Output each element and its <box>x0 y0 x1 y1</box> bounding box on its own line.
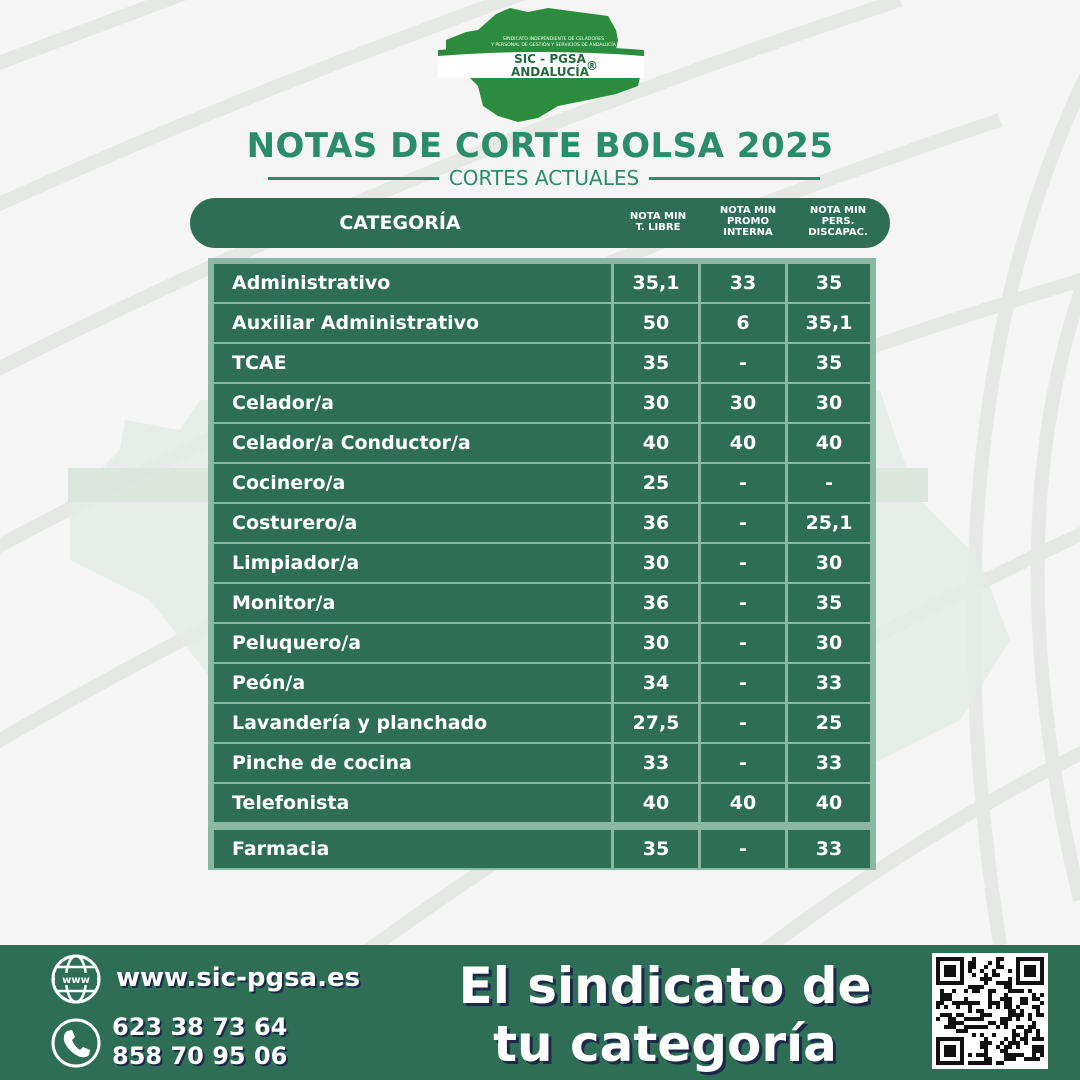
row-nota-discapac: 25,1 <box>788 504 870 542</box>
row-category: Monitor/a <box>214 584 611 622</box>
row-nota-discapac: 25 <box>788 704 870 742</box>
row-nota-libre: 35 <box>614 830 698 868</box>
table-row <box>214 664 870 702</box>
table-row <box>214 384 870 422</box>
row-nota-libre: 27,5 <box>614 704 698 742</box>
table-row <box>214 584 870 622</box>
row-nota-promo: - <box>701 504 785 542</box>
table-row <box>214 464 870 502</box>
row-nota-libre: 30 <box>614 624 698 662</box>
row-nota-promo: - <box>701 664 785 702</box>
table-row <box>214 704 870 742</box>
row-category: Costurero/a <box>214 504 611 542</box>
row-category: Auxiliar Administrativo <box>214 304 611 342</box>
row-category: Farmacia <box>214 830 611 868</box>
row-nota-libre: 25 <box>614 464 698 502</box>
row-nota-discapac: 40 <box>788 424 870 462</box>
table-row <box>214 344 870 382</box>
row-category: Celador/a <box>214 384 611 422</box>
row-nota-promo: - <box>701 704 785 742</box>
row-nota-libre: 34 <box>614 664 698 702</box>
phone-icon <box>50 1017 102 1069</box>
row-nota-libre: 36 <box>614 504 698 542</box>
slogan: El sindicato de tu categoría <box>458 957 872 1073</box>
footer <box>0 945 1080 1080</box>
cut-off-table <box>208 258 876 870</box>
row-nota-libre: 35,1 <box>614 264 698 302</box>
subtitle-row <box>268 165 820 191</box>
row-nota-libre: 40 <box>614 784 698 822</box>
divider-left <box>268 177 439 180</box>
row-category: Limpiador/a <box>214 544 611 582</box>
row-nota-libre: 40 <box>614 424 698 462</box>
row-category: Cocinero/a <box>214 464 611 502</box>
logo-fine-print: SINDICATO INDEPENDIENTE DE CELADORES Y PERSONAL DE GESTIÓN Y SERVICIOS DE ANDALUCÍA <box>491 37 616 48</box>
row-nota-discapac: 35 <box>788 344 870 382</box>
website-link[interactable]: www.sic-pgsa.es <box>116 963 361 993</box>
row-nota-discapac: 33 <box>788 830 870 868</box>
logo-brand: SIC - PGSA ANDALUCÍA <box>510 52 590 79</box>
row-category: Pinche de cocina <box>214 744 611 782</box>
row-nota-promo: - <box>701 830 785 868</box>
row-nota-libre: 33 <box>614 744 698 782</box>
row-nota-promo: 30 <box>701 384 785 422</box>
row-nota-discapac: 35 <box>788 264 870 302</box>
table-row <box>214 744 870 782</box>
globe-icon <box>50 953 102 1005</box>
page-title: NOTAS DE CORTE BOLSA 2025 <box>246 126 834 166</box>
header-category: CATEGORÍA <box>339 212 461 234</box>
table-row <box>214 784 870 822</box>
phone-number-2[interactable]: 858 70 95 06 <box>112 1042 288 1070</box>
registered-mark: ® <box>586 59 598 73</box>
row-nota-discapac: 33 <box>788 744 870 782</box>
row-nota-promo: - <box>701 744 785 782</box>
row-nota-discapac: - <box>788 464 870 502</box>
row-nota-promo: - <box>701 344 785 382</box>
row-nota-promo: 40 <box>701 424 785 462</box>
table-row <box>214 544 870 582</box>
row-nota-discapac: 40 <box>788 784 870 822</box>
row-category: Lavandería y planchado <box>214 704 611 742</box>
row-nota-libre: 50 <box>614 304 698 342</box>
row-nota-promo: 33 <box>701 264 785 302</box>
row-nota-libre: 36 <box>614 584 698 622</box>
table-header <box>190 198 890 248</box>
row-nota-discapac: 30 <box>788 624 870 662</box>
table-row <box>214 624 870 662</box>
subtitle: CORTES ACTUALES <box>448 166 640 190</box>
header-col-promo: NOTA MIN PROMO INTERNA <box>719 205 777 238</box>
row-nota-discapac: 30 <box>788 544 870 582</box>
row-category: Administrativo <box>214 264 611 302</box>
row-nota-promo: 6 <box>701 304 785 342</box>
qr-code[interactable] <box>932 953 1048 1069</box>
table-row <box>214 504 870 542</box>
row-nota-promo: - <box>701 464 785 502</box>
divider-right <box>649 177 820 180</box>
row-nota-discapac: 35 <box>788 584 870 622</box>
row-category: Peluquero/a <box>214 624 611 662</box>
table-row <box>214 424 870 462</box>
row-nota-promo: - <box>701 584 785 622</box>
svg-text:www: www <box>62 975 90 986</box>
row-nota-promo: 40 <box>701 784 785 822</box>
phone-number-1[interactable]: 623 38 73 64 <box>112 1013 288 1041</box>
table-row <box>214 304 870 342</box>
sic-pgsa-logo <box>438 6 644 126</box>
row-nota-discapac: 30 <box>788 384 870 422</box>
row-nota-libre: 30 <box>614 384 698 422</box>
row-nota-libre: 35 <box>614 344 698 382</box>
row-nota-discapac: 35,1 <box>788 304 870 342</box>
row-category: Peón/a <box>214 664 611 702</box>
row-nota-discapac: 33 <box>788 664 870 702</box>
row-nota-promo: - <box>701 624 785 662</box>
row-category: Celador/a Conductor/a <box>214 424 611 462</box>
row-category: Telefonista <box>214 784 611 822</box>
row-category: TCAE <box>214 344 611 382</box>
table-row <box>214 264 870 302</box>
header-col-libre: NOTA MIN T. LIBRE <box>629 211 687 233</box>
table-row <box>214 830 870 868</box>
row-nota-promo: - <box>701 544 785 582</box>
row-nota-libre: 30 <box>614 544 698 582</box>
header-col-discapac: NOTA MIN PERS. DISCAPAC. <box>808 205 868 238</box>
